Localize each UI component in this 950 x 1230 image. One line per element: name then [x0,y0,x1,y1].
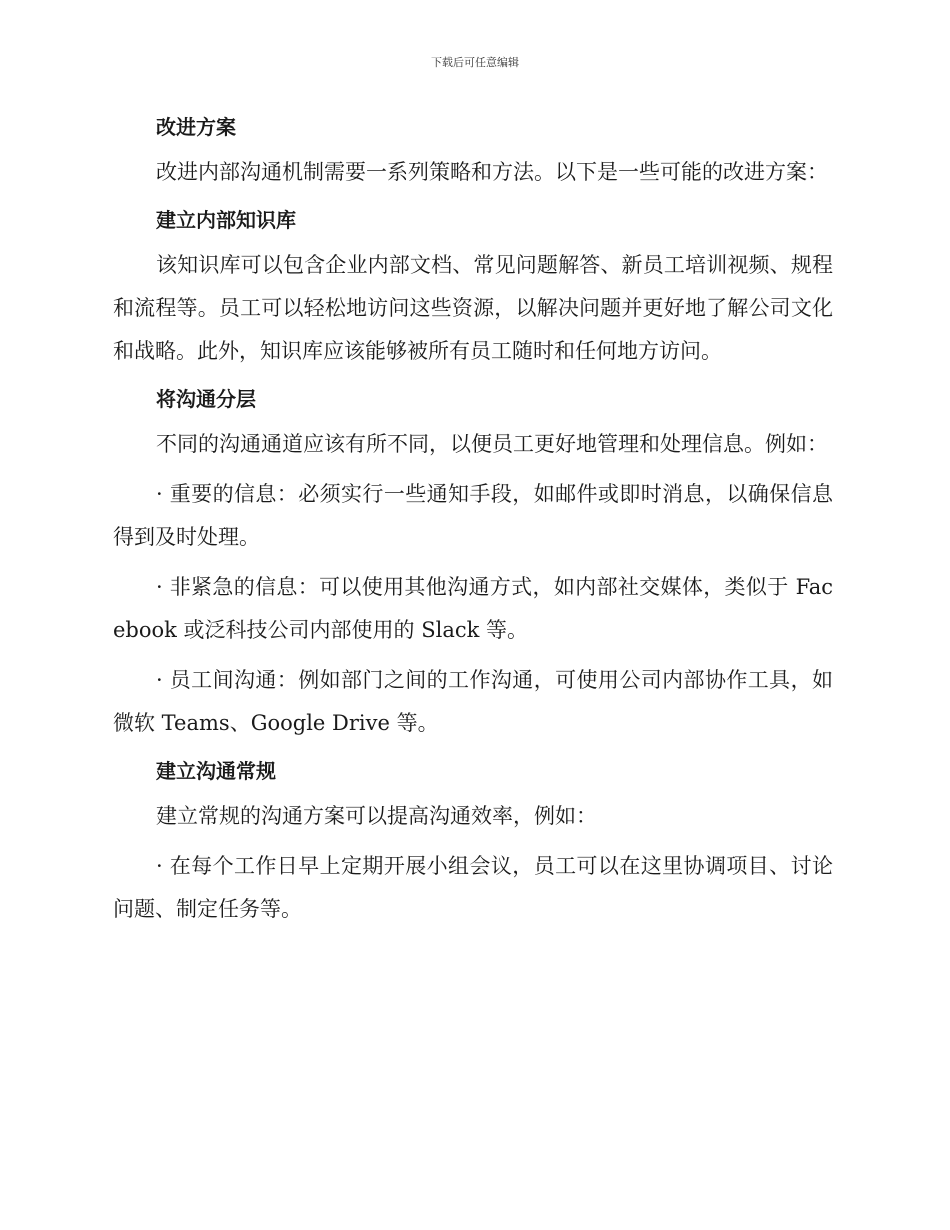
header-note: 下载后可任意编辑 [431,56,519,69]
bullet-employee-communication: · 员工间沟通：例如部门之间的工作沟通，可使用公司内部协作工具，如微软 Teams、Google Drive 等。 [113,668,833,735]
section-heading-knowledge-base: 建立内部知识库 [156,208,296,232]
bullet-important-info: · 重要的信息：必须实行一些通知手段，如邮件或即时消息，以确保信息得到及时处理。 [113,482,833,549]
bullet-non-urgent-info: · 非紧急的信息：可以使用其他沟通方式，如内部社交媒体，类似于 Facebook 或泛科技公司内部使用的 Slack 等。 [113,575,833,642]
paragraph-communication-routine: 建立常规的沟通方案可以提高沟通效率，例如： [156,804,597,828]
paragraph-layered-communication: 不同的沟通通道应该有所不同，以便员工更好地管理和处理信息。例如： [156,432,828,456]
section-heading-communication-routine: 建立沟通常规 [156,759,276,783]
bullet-daily-meeting: · 在每个工作日早上定期开展小组会议，员工可以在这里协调项目、讨论问题、制定任务等。 [113,854,833,921]
paragraph-intro: 改进内部沟通机制需要一系列策略和方法。以下是一些可能的改进方案： [156,160,828,184]
document-body [113,108,833,938]
section-heading-layered-communication: 将沟通分层 [156,387,256,411]
section-heading-improvement-plan: 改进方案 [156,115,236,139]
paragraph-knowledge-base: 该知识库可以包含企业内部文档、常见问题解答、新员工培训视频、规程和流程等。员工可以轻松地访问这些资源，以解决问题并更好地了解公司文化和战略。此外，知识库应该能够被所有员工随时和任何地方访问。 [113,253,833,363]
